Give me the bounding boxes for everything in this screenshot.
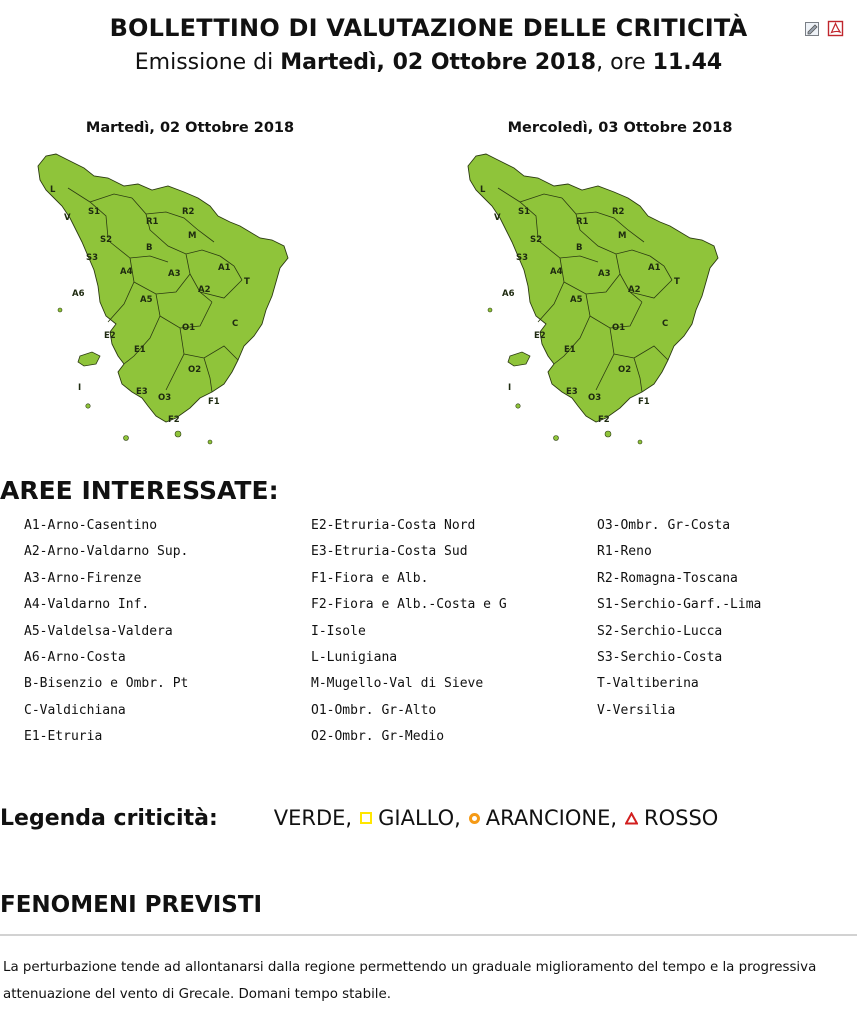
area-item: R2-Romagna-Toscana	[597, 570, 738, 586]
orange-circle-icon	[469, 813, 480, 824]
zone-label-r1: R1	[146, 217, 159, 227]
area-item: A6-Arno-Costa	[24, 649, 126, 665]
elba-island	[78, 352, 100, 366]
area-item: O3-Ombr. Gr-Costa	[597, 518, 731, 533]
zone-label-r2: R2	[182, 207, 195, 217]
map-date: Martedì, 02 Ottobre 2018	[85, 120, 295, 136]
legend-text: ARANCIONE,	[485, 806, 618, 830]
tuscany-mainland	[38, 154, 288, 422]
zone-label-a1: A1	[648, 263, 661, 273]
legend-items	[274, 806, 719, 830]
zone-label-a6: A6	[72, 289, 85, 299]
page-title: BOLLETTINO DI VALUTAZIONE DELLE CRITICITÀ	[109, 14, 748, 42]
toolbar	[804, 20, 844, 37]
zone-label-r1: R1	[576, 217, 589, 227]
area-item: E2-Etruria-Costa Nord	[311, 518, 476, 533]
area-item: F2-Fiora e Alb.-Costa e G	[311, 597, 507, 613]
small-island	[175, 431, 181, 437]
zone-label-f1: F1	[208, 397, 220, 407]
zone-label-s3: S3	[516, 253, 529, 263]
zone-label-c: C	[232, 319, 239, 329]
legend	[0, 806, 718, 831]
area-item: S2-Serchio-Lucca	[597, 623, 723, 639]
emission-prefix: Emissione di	[134, 50, 281, 75]
area-item: M-Mugello-Val di Sieve	[311, 676, 484, 692]
legend-item-rosso	[617, 806, 718, 830]
emission-line	[0, 50, 857, 75]
zone-label-l: L	[480, 185, 486, 195]
map-date: Mercoledì, 03 Ottobre 2018	[507, 120, 733, 136]
small-island	[488, 308, 492, 312]
zone-label-v: V	[494, 213, 501, 223]
zone-label-l: L	[50, 185, 56, 195]
area-item: C-Valdichiana	[24, 702, 126, 718]
zone-label-m: M	[618, 231, 627, 241]
elba-island	[508, 352, 530, 366]
zone-label-c: C	[662, 319, 669, 329]
zone-label-e1: E1	[134, 345, 146, 355]
zone-label-s1: S1	[518, 207, 531, 217]
legend-item-arancione	[461, 806, 617, 830]
zone-label-a2: A2	[628, 285, 641, 295]
areas-column-3	[597, 518, 761, 729]
emission-time: 11.44	[652, 50, 723, 75]
small-island	[638, 440, 642, 444]
zone-label-s1: S1	[88, 207, 101, 217]
areas-title: AREE INTERESSATE:	[0, 476, 279, 505]
zone-label-m: M	[188, 231, 197, 241]
zone-label-s2: S2	[530, 235, 543, 245]
area-item: A1-Arno-Casentino	[24, 518, 158, 533]
area-item: A2-Arno-Valdarno Sup.	[24, 544, 189, 560]
zone-label-i: I	[78, 383, 82, 393]
bulletin-header	[0, 14, 857, 75]
area-item: L-Lunigiana	[311, 649, 398, 665]
zone-label-a5: A5	[570, 295, 583, 305]
area-item: F1-Fiora e Alb.	[311, 570, 429, 586]
area-item: I-Isole	[311, 623, 366, 639]
zone-label-e3: E3	[566, 387, 578, 397]
edit-icon[interactable]	[804, 20, 821, 37]
zone-label-f1: F1	[638, 397, 650, 407]
area-item: O1-Ombr. Gr-Alto	[311, 702, 437, 718]
zone-label-f2: F2	[168, 415, 180, 425]
small-island	[86, 404, 90, 408]
zone-label-a4: A4	[120, 267, 133, 277]
zone-label-s3: S3	[86, 253, 99, 263]
zone-label-e2: E2	[534, 331, 546, 341]
zone-label-i: I	[508, 383, 512, 393]
fenomeni-title: FENOMENI PREVISTI	[0, 892, 263, 918]
area-item: A3-Arno-Firenze	[24, 570, 142, 586]
small-island	[516, 404, 520, 408]
areas-column-1	[24, 518, 188, 756]
zone-label-o2: O2	[188, 365, 202, 375]
area-item: T-Valtiberina	[597, 676, 699, 692]
zone-label-a5: A5	[140, 295, 153, 305]
area-item: E1-Etruria	[24, 729, 103, 745]
zone-label-r2: R2	[612, 207, 625, 217]
area-item: A4-Valdarno Inf.	[24, 597, 150, 613]
small-island	[605, 431, 611, 437]
zone-label-a4: A4	[550, 267, 563, 277]
legend-text: ROSSO	[644, 806, 719, 830]
area-item: R1-Reno	[597, 544, 652, 560]
emission-date: Martedì, 02 Ottobre 2018	[280, 50, 597, 75]
area-item: V-Versilia	[597, 702, 676, 718]
zone-label-a1: A1	[218, 263, 231, 273]
area-item: E3-Etruria-Costa Sud	[311, 544, 468, 560]
zone-label-a6: A6	[502, 289, 515, 299]
zone-label-e3: E3	[136, 387, 148, 397]
red-triangle-icon	[625, 806, 638, 830]
tuscany-mainland	[468, 154, 718, 422]
zone-label-e2: E2	[104, 331, 116, 341]
emission-mid: , ore	[596, 50, 653, 75]
area-item: A5-Valdelsa-Valdera	[24, 623, 173, 639]
map-day-1	[28, 120, 358, 450]
small-island	[208, 440, 212, 444]
yellow-square-icon	[360, 812, 372, 824]
legend-text: VERDE,	[273, 806, 353, 830]
tuscany-map	[28, 146, 328, 446]
area-item: O2-Ombr. Gr-Medio	[311, 729, 445, 745]
zone-label-s2: S2	[100, 235, 113, 245]
area-item: S1-Serchio-Garf.-Lima	[597, 597, 762, 613]
legend-item-giallo	[352, 806, 461, 830]
area-item: S3-Serchio-Costa	[597, 649, 723, 665]
zone-label-b: B	[146, 243, 153, 253]
zone-label-o1: O1	[612, 323, 626, 333]
divider	[0, 934, 857, 936]
areas-column-2	[311, 518, 507, 756]
zone-label-t: T	[244, 277, 250, 287]
small-island	[124, 436, 129, 441]
zone-label-a3: A3	[598, 269, 611, 279]
tuscany-map	[458, 146, 758, 446]
zone-label-e1: E1	[564, 345, 576, 355]
map-day-2	[458, 120, 788, 450]
zone-label-a2: A2	[198, 285, 211, 295]
pdf-icon[interactable]	[827, 20, 844, 37]
zone-label-o3: O3	[158, 393, 172, 403]
small-island	[554, 436, 559, 441]
zone-label-o1: O1	[182, 323, 196, 333]
legend-text: GIALLO,	[378, 806, 461, 830]
area-item: B-Bisenzio e Ombr. Pt	[24, 676, 189, 692]
zone-label-f2: F2	[598, 415, 610, 425]
legend-item-verde	[274, 806, 352, 830]
zone-label-o2: O2	[618, 365, 632, 375]
zone-label-v: V	[64, 213, 71, 223]
fenomeni-text: La perturbazione tende ad allontanarsi dalla regione permettendo un graduale miglioramento del tempo e la progressiva attenuazione del vento di Grecale. Domani tempo stabile.	[3, 960, 817, 1002]
zone-label-a3: A3	[168, 269, 181, 279]
legend-label: Legenda criticità:	[0, 806, 218, 831]
zone-label-o3: O3	[588, 393, 602, 403]
small-island	[58, 308, 62, 312]
zone-label-t: T	[674, 277, 680, 287]
zone-label-b: B	[576, 243, 583, 253]
